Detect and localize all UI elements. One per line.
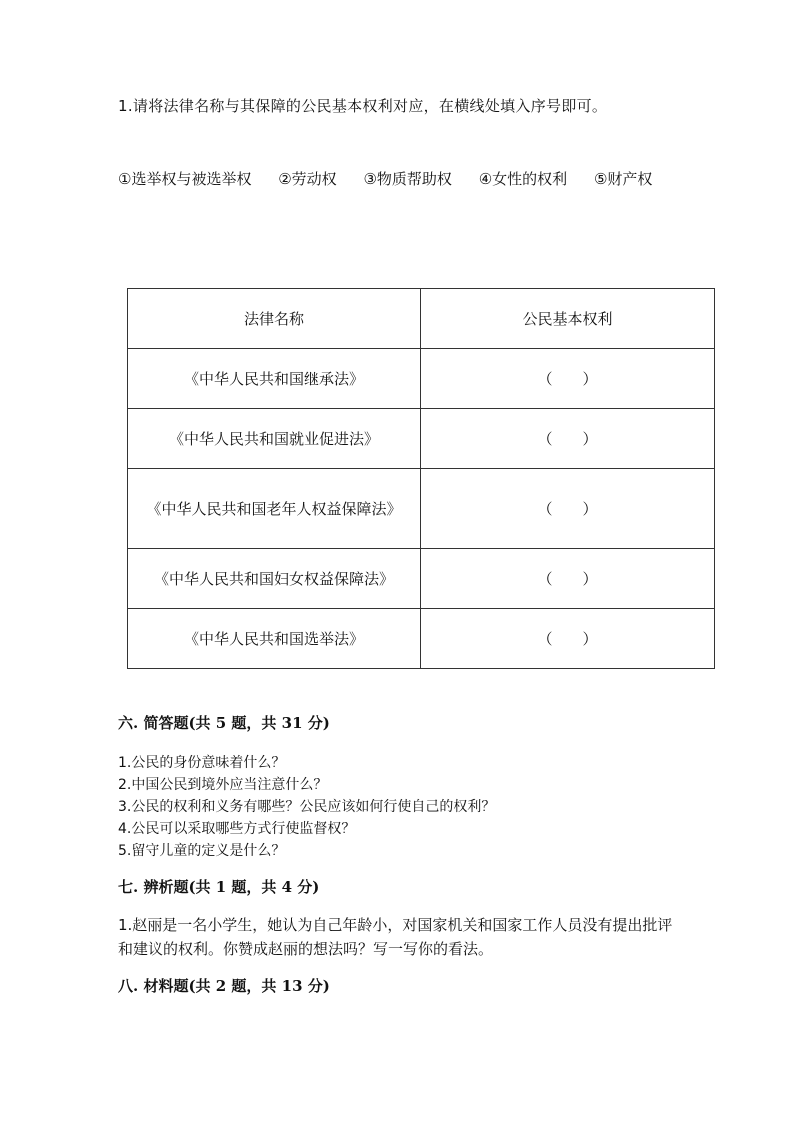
section-6-questions: [118, 752, 495, 862]
list-item: 3.公民的权利和义务有哪些？公民应该如何行使自己的权利？: [118, 799, 496, 815]
table-row: [128, 349, 715, 409]
table-row: [128, 409, 715, 469]
section-8-title: 八. 材料题(共 2 题，共 13 分): [118, 977, 330, 995]
answer-cell[interactable]: [421, 409, 715, 469]
law-name-cell: 《中华人民共和国就业促进法》: [128, 409, 421, 469]
law-name-cell: 《中华人民共和国继承法》: [128, 349, 421, 409]
option-item: ④女性的权利: [478, 170, 568, 188]
section-7-question: 1.赵丽是一名小学生，她认为自己年龄小，对国家机关和国家工作人员没有提出批评和建议的权利。你赞成赵丽的想法吗？写一写你的看法。: [118, 916, 673, 958]
table-row: [128, 549, 715, 609]
answer-blank[interactable]: （ ）: [537, 499, 598, 518]
section-7-title: 七. 辨析题(共 1 题，共 4 分): [118, 878, 320, 896]
option-item: ③物质帮助权: [363, 170, 452, 188]
answer-cell[interactable]: [421, 609, 715, 669]
table-row: [128, 469, 715, 549]
answer-blank[interactable]: （ ）: [537, 630, 598, 648]
header-law-name: 法律名称: [128, 289, 421, 349]
section-6-title: 六. 简答题(共 5 题，共 31 分): [118, 714, 330, 732]
law-name-cell: 《中华人民共和国选举法》: [128, 609, 421, 669]
answer-cell[interactable]: [421, 349, 715, 409]
law-rights-table: [127, 288, 715, 669]
list-item: 4.公民可以采取哪些方式行使监督权？: [118, 821, 356, 837]
list-item: 2.中国公民到境外应当注意什么？: [118, 777, 328, 793]
option-item: ⑤财产权: [593, 170, 653, 188]
answer-cell[interactable]: [421, 549, 715, 609]
answer-blank[interactable]: （ ）: [537, 430, 598, 448]
table-header-row: [128, 289, 715, 349]
list-item: 1.公民的身份意味着什么？: [118, 755, 286, 771]
law-name-cell: 《中华人民共和国老年人权益保障法》: [128, 469, 421, 549]
header-rights: 公民基本权利: [421, 289, 715, 349]
answer-blank[interactable]: （ ）: [537, 370, 598, 388]
option-item: ①选举权与被选举权: [118, 170, 252, 188]
answer-blank[interactable]: （ ）: [537, 570, 598, 588]
table-row: [128, 609, 715, 669]
options-list: [118, 151, 678, 207]
law-name-cell: 《中华人民共和国妇女权益保障法》: [128, 549, 421, 609]
answer-cell[interactable]: [421, 469, 715, 549]
option-item: ②劳动权: [278, 170, 337, 188]
list-item: 5.留守儿童的定义是什么？: [118, 843, 286, 859]
question-intro: 1.请将法律名称与其保障的公民基本权利对应，在横线处填入序号即可。: [118, 97, 608, 115]
